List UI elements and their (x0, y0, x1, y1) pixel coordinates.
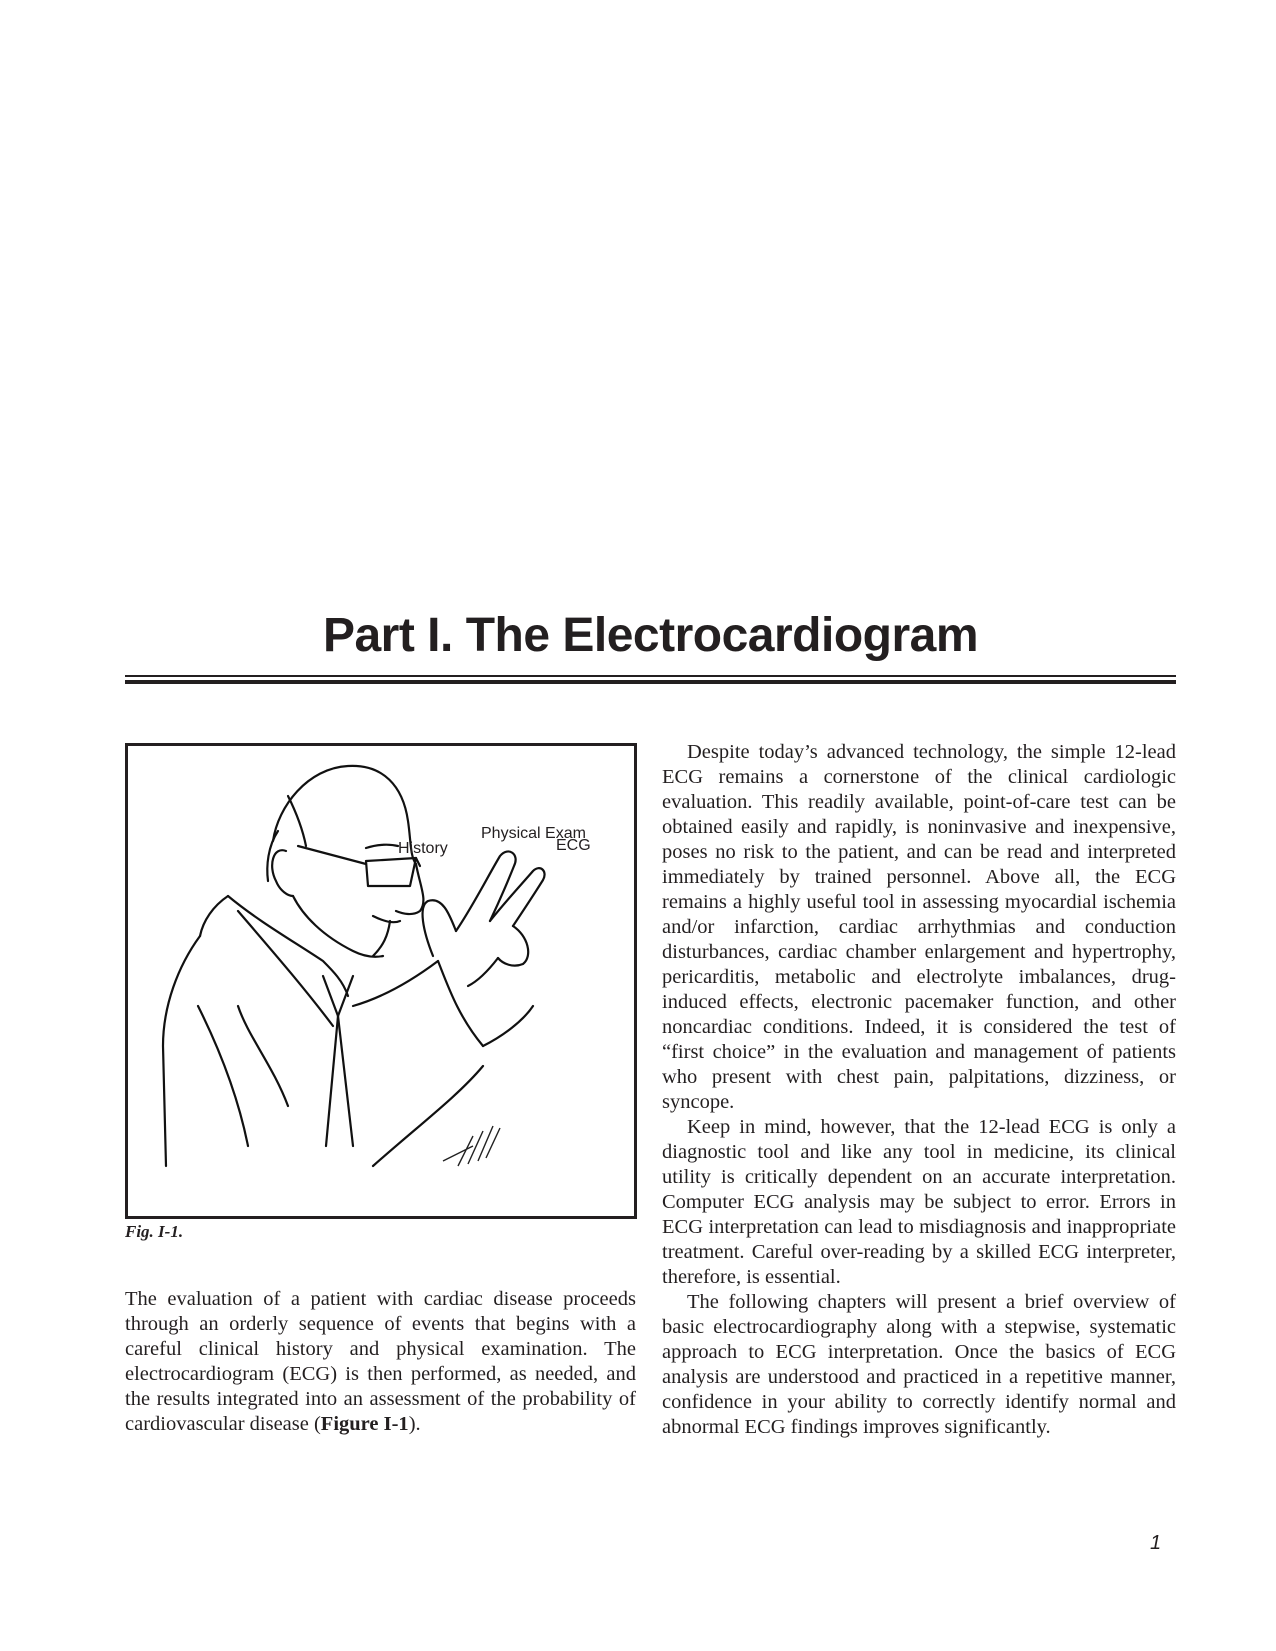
right-paragraph-3: The following chapters will present a brief overview of basic electrocardiography along with a stepwise, systematic approach to ECG interpretation. Once the basics of ECG analysis are understood and practiced in a repetitive manner, confidence in your ability to correctly identify normal and abnormal ECG findings improves significantly. (662, 1291, 1176, 1438)
page-number: 1 (1150, 1532, 1162, 1554)
figure-i-1 (125, 743, 637, 1219)
physician-illustration (128, 746, 634, 1216)
title-rule-thin (125, 675, 1176, 677)
right-paragraph-1: Despite today’s advanced technology, the simple 12-lead ECG remains a cornerstone of the clinical cardiologic evaluation. This readily available, point-of-care test can be obtained easily and rapidly, is noninvasive and inexpensive, poses no risk to the patient, and can be read and interpreted immediately by trained personnel. Above all, the ECG remains a highly useful tool in assessing myocardial ischemia and/or infarction, cardiac arrhythmias and conduction disturbances, cardiac chamber enlargement and hypertrophy, pericarditis, metabolic and electrolyte imbalances, drug-induced effects, electronic pacemaker function, and other noncardiac conditions. Indeed, it is considered the test of “first choice” in the evaluation and management of patients who present with chest pain, palpitations, dizziness, or syncope. (662, 741, 1176, 1113)
right-paragraph-2: Keep in mind, however, that the 12-lead ECG is only a diagnostic tool and like any tool in medicine, its clinical utility is critically dependent on an accurate interpretation. Computer ECG analysis may be subject to error. Errors in ECG interpretation can lead to misdiagnosis and inappropriate treatment. Careful over-reading by a skilled ECG interpreter, therefore, is essential. (662, 1116, 1176, 1288)
label-physical-exam: Physical Exam (481, 825, 586, 842)
title-rule-thick (125, 680, 1176, 684)
figure-caption: Fig. I-1. (125, 1222, 184, 1241)
label-ecg: ECG (556, 837, 591, 854)
left-paragraph-1: The evaluation of a patient with cardiac disease proceeds through an orderly sequence of events that begins with a careful clinical history and physical examination. The electrocardiogram (ECG) is then performed, as needed, and the results integrated into an assessment of the probability of cardiovascular disease (Figure I-1). (125, 1288, 636, 1435)
figure-reference: Figure I-1 (320, 1413, 409, 1435)
left-column (125, 1287, 636, 1437)
page-title: Part I. The Electrocardiogram (322, 609, 979, 662)
label-history: History (398, 840, 448, 857)
right-column (662, 740, 1176, 1440)
